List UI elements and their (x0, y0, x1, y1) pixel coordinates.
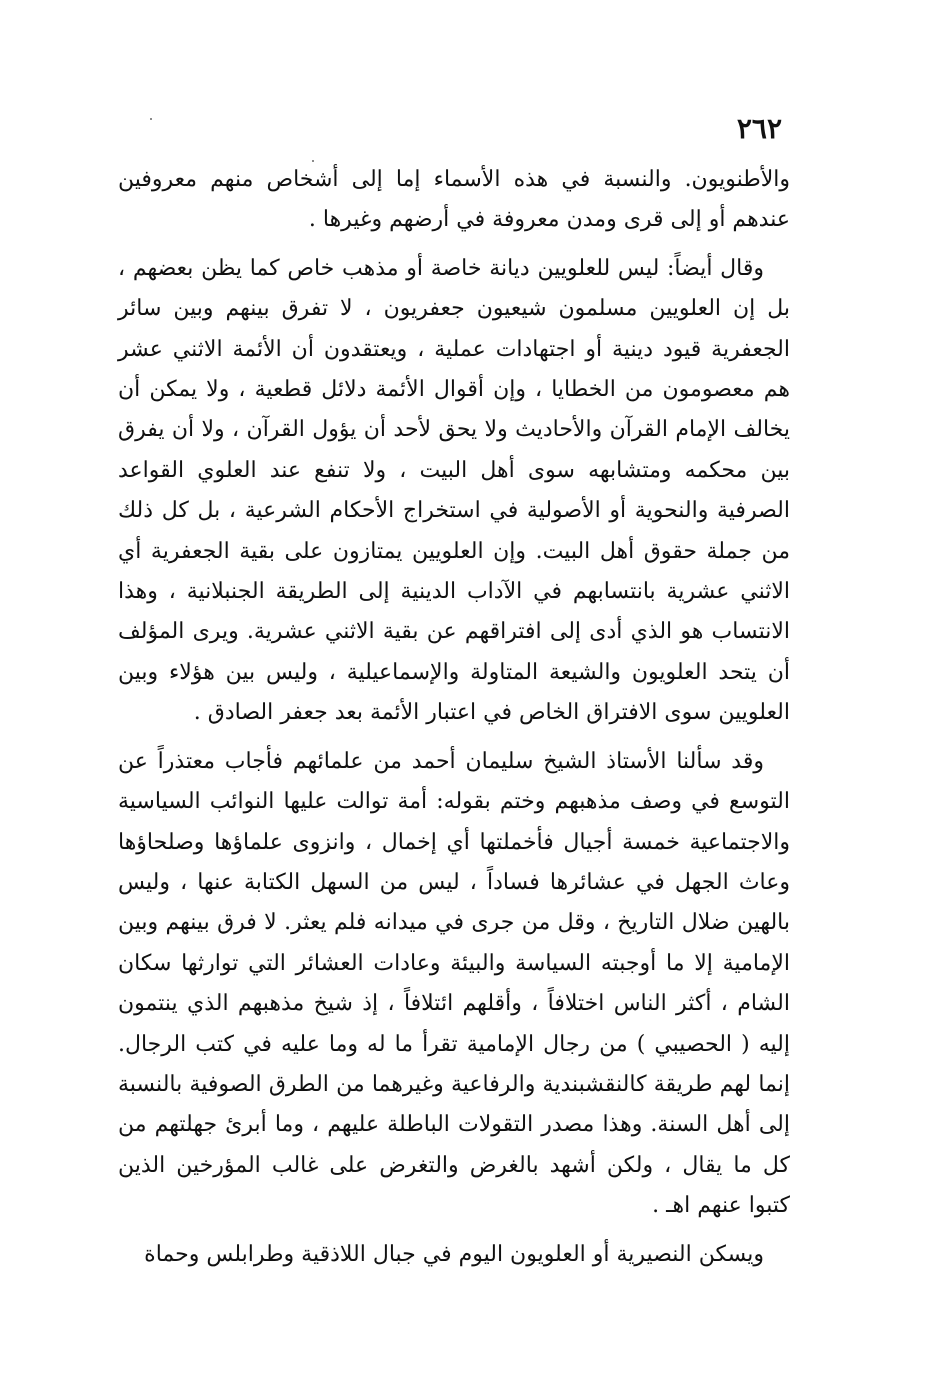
paper-speck (150, 118, 152, 120)
paragraph-2: وقال أيضاً: ليس للعلويين ديانة خاصة أو مذهب خاص كما يظن بعضهم ، بل إن العلويين مسلمون شيعيون جعفريون ، لا تفرق بينهم وبين سائر الجعفرية قيود دينية أو اجتهادات عملية ، ويعتقدون أن الأئمة الاثني عشر هم معصومون من الخطايا ، وإن أقوال الأئمة دلائل قطعية ، ولا يمكن أن يخالف الإمام القرآن والأحاديث ولا يحق لأحد أن يؤول القرآن ، ولا أن يفرق بين محكمه ومتشابهه سوى أهل البيت ، ولا تنفع عند العلوي القواعد الصرفية والنحوية أو الأصولية في استخراج الأحكام الشرعية ، بل كل ذلك من جملة حقوق أهل البيت. وإن العلويين يمتازون على بقية الجعفرية أي الاثني عشرية بانتسابهم في الآداب الدينية إلى الطريقة الجنبلانية ، وهذا الانتساب هو الذي أدى إلى افتراقهم عن بقية الاثني عشرية. ويرى المؤلف أن يتحد العلويون والشيعة المتاولة والإسماعيلية ، وليس بين هؤلاء وبين العلويين سوى الافتراق الخاص في اعتبار الأئمة بعد جعفر الصادق . (118, 255, 790, 726)
paragraph-3: وقد سألنا الأستاذ الشيخ سليمان أحمد من علمائهم فأجاب معتذراً عن التوسع في وصف مذهبهم وختم بقوله: أمة توالت عليها النوائب السياسية والاجتماعية خمسة أجيال فأخملتها أي إخمال ، وانزوى علماؤها وصلحاؤها وعاث الجهل في عشائرها فساداً ، ليس من السهل الكتابة عنها ، وليس بالهين ضلال التاريخ ، وقل من جرى في ميدانه فلم يعثر. لا فرق بينهم وبين الإمامية إلا ما أوجبته السياسة والبيئة وعادات العشائر التي توارثها سكان الشام ، أكثر الناس اختلافاً ، وأقلهم ائتلافاً ، إذ شيخ مذهبهم الذي ينتمون إليه ( الحصيبي ) من رجال الإمامية تقرأ ما له وما عليه في كتب الرجال. إنما لهم طريقة كالنقشبندية والرفاعية وغيرهما من الطرق الصوفية بالنسبة إلى أهل السنة. وهذا مصدر التقولات الباطلة عليهم ، وما أبرئ جهلتهم من كل ما يقال ، ولكن أشهد بالغرض والتغرض على غالب المؤرخين الذين كتبوا عنهم اهـ . (118, 748, 791, 1219)
paper-speck (312, 160, 314, 162)
paragraph-4: ويسكن النصيرية أو العلويون اليوم في جبال اللاذقية وطرابلس وحماة (144, 1241, 764, 1267)
body-text (118, 160, 790, 1283)
paragraph-1: والأطنويون. والنسبة في هذه الأسماء إما إلى أشخاص منهم معروفين عندهم أو إلى قرى ومدن معروفة في أرضهم وغيرها . (118, 167, 790, 233)
page-number: ٢٦٢ (736, 112, 782, 145)
